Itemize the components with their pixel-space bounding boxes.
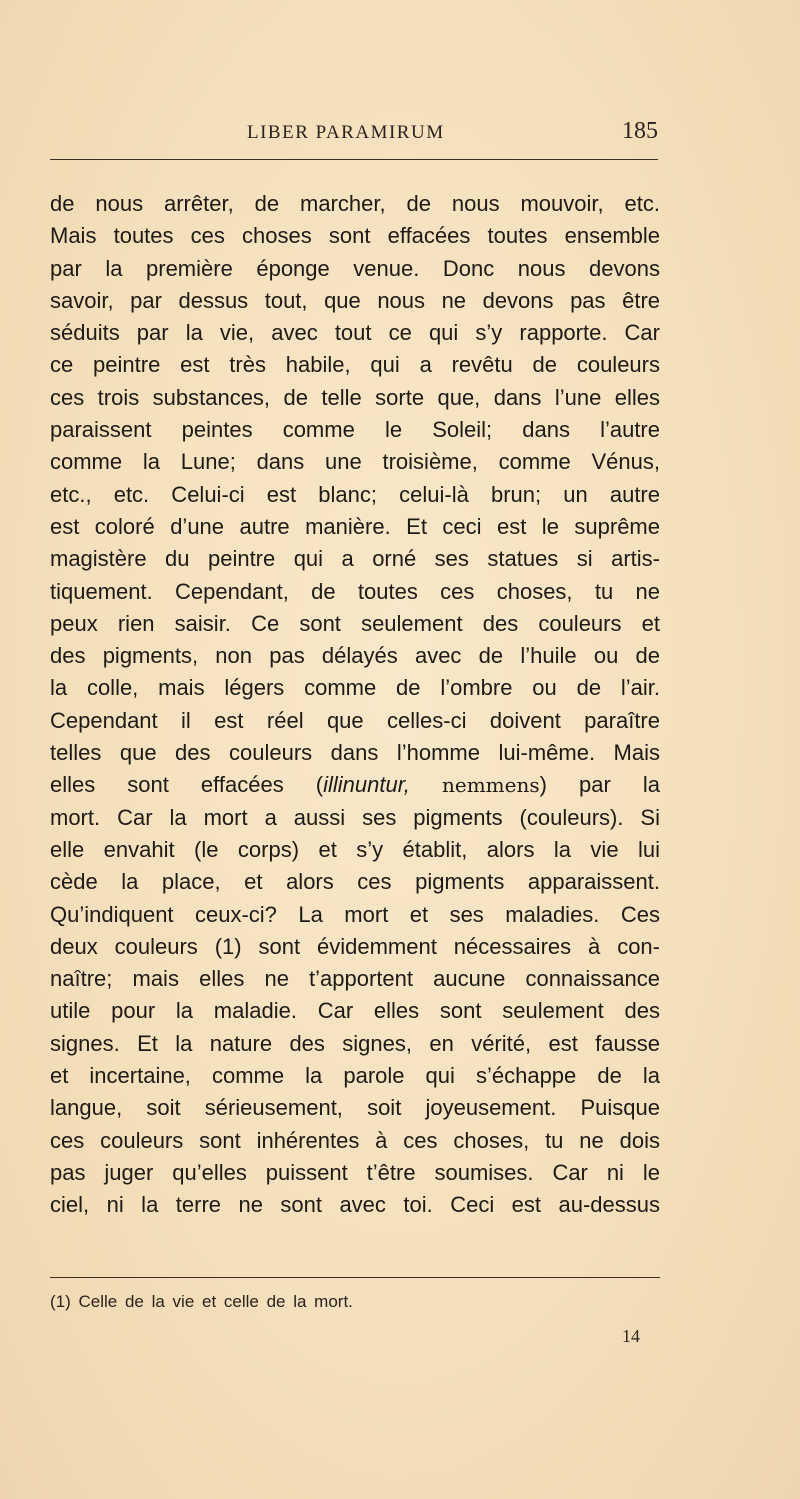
- text-line: ces trois substances, de telle sorte que, dans l’une elles: [50, 384, 660, 410]
- footnote-rule: [50, 1277, 660, 1278]
- signature-mark: 14: [622, 1326, 640, 1346]
- text-line: ces couleurs sont inhérentes à ces choses, tu ne dois: [50, 1127, 660, 1153]
- text-line: telles que des couleurs dans l’homme lui-même. Mais: [50, 740, 660, 766]
- text-line: et incertaine, comme la parole qui s’échappe de la: [50, 1063, 660, 1089]
- text-line: Qu’indiquent ceux-ci? La mort et ses maladies. Ces: [50, 901, 660, 927]
- text-line: ce peintre est très habile, qui a revêtu de couleurs: [50, 352, 660, 378]
- text-line: est coloré d’une autre manière. Et ceci est le suprême: [50, 513, 660, 539]
- text-line: pas juger qu’elles puissent t’être soumises. Car ni le: [50, 1159, 660, 1185]
- body-text: [50, 188, 660, 1222]
- text-line: par la première éponge venue. Donc nous devons: [50, 255, 660, 281]
- text-line: savoir, par dessus tout, que nous ne devons pas être: [50, 287, 660, 313]
- footnote: (1) Celle de la vie et celle de la mort.: [50, 1292, 353, 1311]
- text-segment: ) par la: [539, 772, 660, 798]
- text-line: magistère du peintre qui a orné ses statues si artis-: [50, 546, 660, 572]
- text-line: cède la place, et alors ces pigments apparaissent.: [50, 869, 660, 895]
- german-term: nemmens: [442, 773, 540, 798]
- text-line: deux couleurs (1) sont évidemment nécessaires à con-: [50, 933, 660, 959]
- text-line: peux rien saisir. Ce sont seulement des couleurs et: [50, 610, 660, 636]
- text-line: ciel, ni la terre ne sont avec toi. Ceci est au-dessus: [50, 1192, 660, 1218]
- latin-term: illinuntur,: [323, 772, 410, 798]
- text-line: mort. Car la mort a aussi ses pigments (couleurs). Si: [50, 804, 660, 830]
- text-line: de nous arrêter, de marcher, de nous mouvoir, etc.: [50, 191, 660, 216]
- text-line: paraissent peintes comme le Soleil; dans l’autre: [50, 417, 660, 443]
- text-line-mixed: [50, 769, 660, 801]
- text-line: des pigments, non pas délayés avec de l’huile ou de: [50, 643, 660, 669]
- text-line: tiquement. Cependant, de toutes ces choses, tu ne: [50, 578, 660, 604]
- running-title: LIBER PARAMIRUM: [247, 122, 445, 143]
- text-segment: elles sont effacées (: [50, 772, 324, 798]
- text-line: Mais toutes ces choses sont effacées toutes ensemble: [50, 223, 660, 249]
- text-line: Cependant il est réel que celles-ci doivent paraître: [50, 707, 660, 733]
- header-rule: [50, 159, 658, 160]
- text-line: comme la Lune; dans une troisième, comme Vénus,: [50, 449, 660, 475]
- text-line: signes. Et la nature des signes, en vérité, est fausse: [50, 1030, 660, 1056]
- text-line: etc., etc. Celui-ci est blanc; celui-là brun; un autre: [50, 481, 660, 507]
- text-line: utile pour la maladie. Car elles sont seulement des: [50, 998, 660, 1024]
- text-line: séduits par la vie, avec tout ce qui s’y rapporte. Car: [50, 320, 660, 346]
- running-head: [52, 118, 660, 158]
- text-line: elle envahit (le corps) et s’y établit, alors la vie lui: [50, 836, 660, 862]
- text-line: naître; mais elles ne t’apportent aucune connaissance: [50, 966, 660, 992]
- text-line: langue, soit sérieusement, soit joyeusement. Puisque: [50, 1095, 660, 1121]
- text-line: la colle, mais légers comme de l’ombre ou de l’air.: [50, 675, 660, 701]
- page-number: 185: [622, 118, 658, 144]
